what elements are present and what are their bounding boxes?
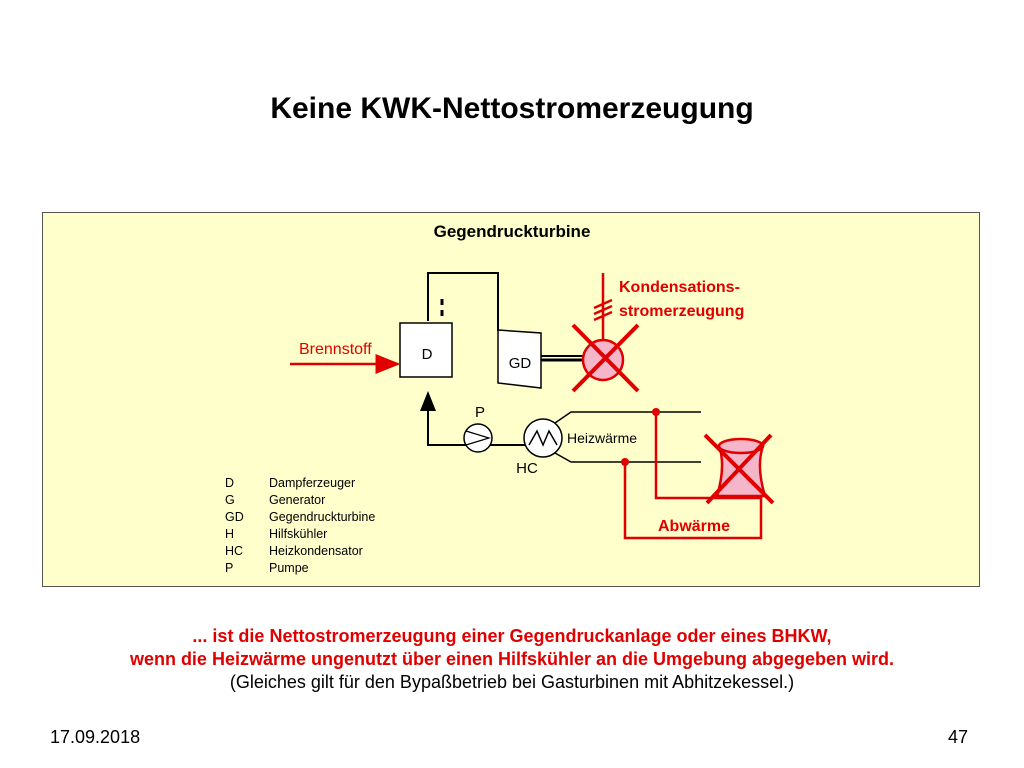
condensation-label-line1: Kondensations-: [619, 279, 740, 296]
legend-abbr: G: [225, 493, 235, 507]
legend-abbr: GD: [225, 510, 244, 524]
legend-text: Heizkondensator: [269, 544, 363, 558]
fuel-label: Brennstoff: [299, 341, 372, 358]
legend-abbr: HC: [225, 544, 244, 558]
footer-page-number: 47: [948, 727, 969, 747]
junction-dot-lower: [621, 458, 629, 466]
legend-text: Dampferzeuger: [269, 476, 356, 490]
steam-generator-label: D: [421, 346, 433, 363]
power-line: [594, 273, 612, 340]
slide-title: Keine KWK-Nettostromerzeugung: [270, 92, 754, 125]
diagram-heading: Gegendruckturbine: [433, 222, 591, 241]
legend: [225, 476, 375, 575]
legend-text: Pumpe: [269, 561, 309, 575]
legend-abbr: H: [225, 527, 235, 541]
pump-label: P: [474, 404, 486, 421]
caption-line-3: (Gleiches gilt für den Bypaßbetrieb bei Gasturbinen mit Abhitzekessel.): [229, 672, 795, 692]
heat-label: Heizwärme: [567, 430, 638, 446]
caption-line-1: ... ist die Nettostromerzeugung einer Gegendruckanlage oder eines BHKW,: [192, 626, 832, 646]
heat-condenser-label: HC: [516, 460, 538, 477]
legend-text: Generator: [269, 493, 326, 507]
junction-dot-upper: [652, 408, 660, 416]
legend-text: Gegendruckturbine: [269, 510, 376, 524]
footer-date: 17.09.2018: [50, 727, 141, 747]
legend-text: Hilfskühler: [269, 527, 328, 541]
caption-line-2: wenn die Heizwärme ungenutzt über einen Hilfskühler an die Umgebung abgegeben wird.: [129, 649, 895, 669]
legend-abbr: D: [225, 476, 235, 490]
waste-heat-label: Abwärme: [657, 518, 731, 535]
turbine-label: GD: [508, 355, 532, 372]
diagram-panel: [42, 212, 980, 587]
heat-condenser-symbol: [524, 419, 562, 457]
legend-abbr: P: [225, 561, 234, 575]
condensation-label-line2: stromerzeugung: [619, 303, 745, 320]
